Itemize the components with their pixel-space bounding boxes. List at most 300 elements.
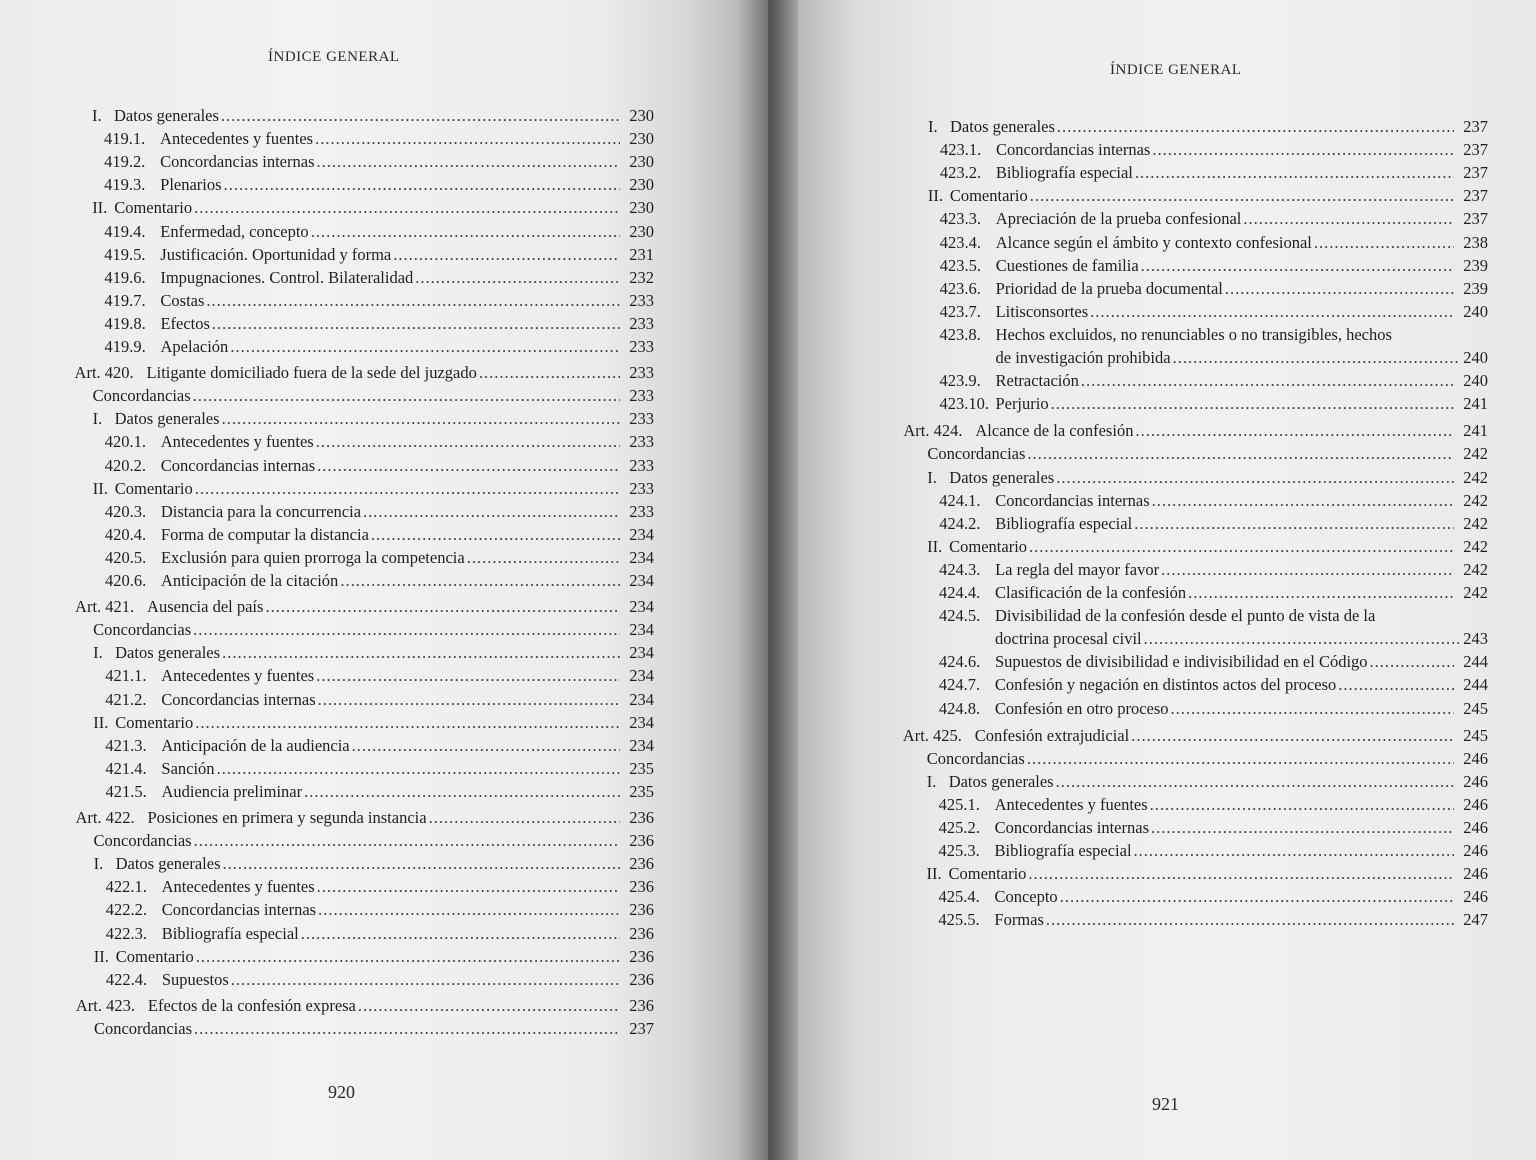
toc-entry-title: Concordancias internas — [994, 818, 1149, 837]
toc-entry — [939, 795, 1488, 815]
dot-leader — [224, 175, 620, 195]
right-page — [768, 0, 1536, 1160]
toc-entry-number: Art. 423. — [75, 995, 136, 1015]
toc-entry-page: 237 — [629, 1018, 654, 1038]
dot-leader — [1188, 583, 1454, 603]
toc-entry-number: 422.1. — [105, 877, 147, 897]
dot-leader — [222, 643, 620, 663]
toc-entry — [903, 726, 1488, 746]
dot-leader — [1056, 772, 1454, 792]
right-page-number: 921 — [1152, 1094, 1179, 1114]
toc-entry-number: Art. 420. — [74, 363, 134, 383]
toc-entry-title: Confesión en otro proceso — [994, 698, 1169, 718]
dot-leader — [415, 268, 620, 288]
toc-entry — [928, 186, 1488, 206]
toc-entry-page: 239 — [1463, 255, 1488, 275]
toc-entry-title: Concordancias internas — [995, 140, 1151, 160]
toc-entry-number: I. — [926, 771, 937, 791]
dot-leader — [1057, 117, 1454, 137]
toc-entry-number: 419.1. — [104, 129, 146, 149]
dot-leader — [311, 222, 620, 242]
toc-entry-title: Antecedentes y fuentes — [161, 877, 315, 897]
toc-entry-number: 422.2. — [105, 900, 147, 920]
toc-entry-number: 424.5. — [939, 606, 981, 626]
toc-entry — [93, 386, 654, 406]
toc-entry-title: Concordancias — [93, 1018, 192, 1038]
toc-entry-page: 242 — [1463, 513, 1488, 533]
toc-entry — [104, 129, 654, 149]
toc-entry — [104, 222, 654, 242]
dot-leader — [479, 363, 620, 383]
toc-entry-title: Confesión y negación en distintos actos del proceso — [994, 675, 1337, 695]
toc-entry-title: Datos generales — [114, 106, 219, 125]
toc-entry — [940, 371, 1489, 391]
toc-entry-title: Alcance según el ámbito y contexto confesional — [995, 232, 1312, 252]
dot-leader — [316, 432, 620, 452]
toc-entry — [939, 491, 1488, 511]
toc-entry-title-continued: de investigación prohibida — [995, 348, 1171, 367]
toc-entry-page: 242 — [1463, 536, 1488, 556]
toc-entry-page: 234 — [629, 597, 654, 617]
toc-entry — [105, 548, 654, 568]
toc-entry-number: 422.3. — [105, 923, 147, 943]
toc-entry-page: 244 — [1463, 652, 1488, 672]
toc-entry-page: 238 — [1463, 232, 1488, 252]
toc-entry-number: I. — [928, 117, 938, 136]
toc-entry-page: 242 — [1463, 559, 1488, 579]
toc-entry-title: Datos generales — [949, 467, 1055, 487]
toc-entry-number: 425.3. — [938, 841, 980, 861]
toc-entry-page: 236 — [629, 946, 654, 966]
toc-entry — [93, 713, 654, 733]
toc-entry-page: 230 — [629, 129, 654, 149]
toc-entry — [93, 643, 654, 663]
toc-entry — [939, 675, 1488, 695]
dot-leader — [1029, 537, 1454, 557]
toc-entry — [939, 583, 1488, 603]
toc-entry-number: 423.5. — [939, 255, 981, 275]
dot-leader — [194, 831, 620, 851]
toc-entry-number: 423.7. — [939, 301, 981, 321]
dot-leader — [1135, 421, 1454, 441]
toc-entry — [938, 887, 1488, 907]
toc-entry-page: 233 — [629, 432, 654, 452]
toc-entry — [940, 140, 1488, 160]
toc-entry — [105, 525, 654, 545]
toc-entry-number: II. — [93, 712, 109, 732]
toc-entry — [92, 106, 654, 126]
toc-entry-page: 243 — [1463, 629, 1488, 649]
dot-leader — [1081, 371, 1454, 391]
toc-entry-page: 246 — [1463, 794, 1488, 814]
toc-entry-page: 245 — [1463, 725, 1488, 745]
toc-entry — [105, 502, 654, 522]
toc-entry-title: Divisibilidad de la confesión desde el punto de vista de la — [995, 606, 1376, 626]
toc-entry-title: Distancia para la concurrencia — [160, 501, 362, 521]
toc-entry-page: 234 — [629, 620, 654, 640]
toc-entry-page: 233 — [629, 501, 654, 521]
dot-leader — [1134, 514, 1454, 534]
toc-entry-page: 234 — [629, 571, 654, 590]
toc-entry — [105, 456, 654, 476]
toc-entry-number: II. — [92, 478, 108, 498]
toc-entry-page: 237 — [1463, 140, 1488, 160]
toc-entry-title: Comentario — [949, 536, 1028, 556]
toc-entry — [939, 606, 1488, 626]
toc-entry-number: 423.2. — [939, 163, 982, 183]
toc-entry — [940, 256, 1488, 276]
dot-leader — [195, 713, 620, 733]
toc-entry-number: 423.6. — [939, 278, 981, 298]
toc-entry-page: 236 — [629, 995, 654, 1015]
dot-leader — [1243, 209, 1454, 229]
toc-entry-page: 242 — [1463, 467, 1488, 487]
toc-entry-title: Bibliografía especial — [994, 841, 1132, 861]
toc-entry-page: 237 — [1463, 186, 1488, 206]
dot-leader — [1173, 348, 1460, 368]
dot-leader — [194, 198, 620, 218]
toc-entry-page: 246 — [1463, 841, 1488, 861]
toc-entry-page: 234 — [629, 547, 654, 567]
toc-entry — [940, 302, 1488, 322]
toc-entry — [93, 409, 654, 429]
toc-entry-title: Antecedentes y fuentes — [160, 129, 314, 149]
dot-leader — [317, 456, 620, 476]
toc-entry-title: Plenarios — [160, 175, 222, 195]
toc-entry-number: 420.4. — [104, 524, 147, 544]
toc-entry-title: Costas — [160, 290, 205, 310]
toc-entry-page: 233 — [629, 337, 654, 356]
toc-entry-page: 234 — [629, 735, 654, 755]
toc-entry-title: La regla del mayor favor — [995, 559, 1160, 579]
dot-leader — [1150, 795, 1454, 815]
toc-entry — [903, 421, 1488, 441]
toc-entry-title: Concordancias internas — [160, 152, 315, 172]
toc-entry-title: Prioridad de la prueba documental — [995, 278, 1223, 298]
toc-entry — [928, 117, 1488, 137]
toc-entry-number: 420.2. — [104, 455, 146, 475]
toc-entry-title: Formas — [994, 910, 1044, 930]
toc-entry-page: 246 — [1463, 887, 1488, 907]
toc-entry-title: Concordancias internas — [160, 455, 316, 475]
toc-entry-number: 421.5. — [105, 781, 147, 801]
toc-entry-title: Retractación — [995, 371, 1079, 391]
dot-leader — [393, 245, 620, 265]
toc-entry — [105, 432, 654, 452]
toc-entry — [939, 841, 1488, 861]
dot-leader — [1030, 186, 1454, 206]
toc-entry-title: Datos generales — [115, 854, 221, 874]
toc-entry-number: 423.4. — [939, 232, 981, 252]
toc-entry-title: Comentario — [948, 864, 1027, 884]
toc-entry-number: I. — [927, 467, 937, 487]
toc-entry-page: 230 — [629, 152, 654, 172]
toc-entry-page: 246 — [1463, 864, 1488, 884]
dot-leader — [206, 291, 620, 311]
dot-leader — [1134, 841, 1454, 861]
dot-leader — [363, 502, 620, 522]
toc-entry-title: Comentario — [114, 478, 193, 498]
toc-entry — [105, 759, 654, 779]
toc-entry — [939, 818, 1488, 838]
toc-entry-title: Antecedentes y fuentes — [994, 794, 1148, 814]
toc-entry-title: Antecedentes y fuentes — [160, 432, 314, 452]
toc-entry-page: 236 — [629, 808, 654, 827]
toc-entry-number: II. — [92, 198, 108, 218]
toc-entry-page: 246 — [1463, 818, 1488, 837]
toc-entry-number: 425.5. — [938, 910, 980, 930]
toc-entry — [93, 620, 654, 640]
toc-entry-title: Anticipación de la citación — [161, 571, 339, 590]
toc-entry — [104, 175, 654, 195]
toc-entry-number: 421.3. — [105, 735, 147, 755]
toc-entry-page: 233 — [629, 455, 654, 475]
toc-entry-number: 422.4. — [105, 969, 148, 989]
toc-entry-page: 241 — [1463, 421, 1488, 441]
toc-entry-title: Concordancias — [92, 386, 191, 406]
dot-leader — [217, 759, 620, 779]
dot-leader — [196, 947, 620, 967]
toc-entry — [940, 163, 1488, 183]
dot-leader — [1060, 887, 1454, 907]
dot-leader — [304, 782, 620, 802]
toc-entry — [927, 444, 1488, 464]
toc-entry-title: Datos generales — [948, 771, 1054, 791]
toc-entry — [927, 864, 1489, 884]
toc-entry — [75, 363, 654, 383]
toc-entry-page: 235 — [629, 781, 654, 801]
toc-entry-number: 423.9. — [939, 371, 981, 391]
toc-entry-page: 245 — [1463, 698, 1488, 718]
toc-entry-number: 425.2. — [938, 818, 980, 837]
dot-leader — [194, 1019, 620, 1039]
dot-leader — [317, 152, 620, 172]
dot-leader — [1135, 163, 1454, 183]
toc-entry — [105, 782, 654, 802]
dot-leader — [371, 525, 620, 545]
toc-entry-number: 419.6. — [104, 267, 146, 287]
toc-entry-title: Comentario — [949, 186, 1028, 206]
toc-entry — [94, 1019, 654, 1039]
toc-entry — [940, 209, 1488, 229]
dot-leader — [301, 924, 620, 944]
toc-entry-title: Justificación. Oportunidad y forma — [160, 244, 392, 264]
toc-entry-title: Ausencia del país — [147, 597, 264, 617]
dot-leader — [1152, 491, 1454, 511]
toc-entry-title: Alcance de la confesión — [975, 421, 1134, 441]
dot-leader — [222, 409, 620, 429]
toc-entry-page: 236 — [629, 877, 654, 897]
toc-entry-title: Comentario — [114, 198, 193, 218]
toc-entry-number: 424.8. — [938, 698, 981, 718]
toc-entry-title: Posiciones en primera y segunda instancia — [147, 808, 427, 827]
toc-entry-number: 423.8. — [939, 324, 981, 344]
toc-entry — [939, 652, 1488, 672]
toc-entry-page: 240 — [1463, 371, 1488, 391]
toc-entry-page: 233 — [629, 363, 654, 383]
toc-entry-page: 240 — [1463, 301, 1488, 321]
toc-entry-number: 419.9. — [104, 337, 146, 356]
toc-entry-title: Hechos excluidos, no renunciables o no transigibles, hechos — [995, 324, 1392, 344]
toc-entry — [940, 325, 1488, 345]
toc-entry-page: 234 — [629, 712, 654, 732]
toc-entry-number: 424.1. — [939, 490, 981, 510]
dot-leader — [1027, 444, 1454, 464]
toc-entry — [105, 337, 655, 357]
toc-entry-title: Concordancias internas — [161, 689, 316, 709]
toc-entry-continuation — [995, 629, 1488, 649]
toc-entry — [104, 268, 654, 288]
toc-entry-title-continued: doctrina procesal civil — [995, 629, 1142, 649]
toc-entry-title: Apelación — [160, 337, 229, 356]
toc-entry-page: 231 — [629, 244, 654, 264]
toc-entry-title: Sanción — [161, 758, 215, 778]
toc-entry-title: Anticipación de la audiencia — [161, 735, 350, 755]
toc-entry-page: 247 — [1463, 910, 1488, 930]
toc-entry — [105, 571, 654, 591]
dot-leader — [429, 808, 620, 828]
toc-entry — [92, 198, 654, 218]
toc-entry-title: Comentario — [115, 712, 194, 732]
dot-leader — [231, 970, 620, 990]
toc-entry — [76, 808, 655, 828]
toc-entry-number: 425.4. — [938, 887, 980, 907]
toc-entry-title: Comentario — [115, 946, 194, 966]
toc-entry — [927, 468, 1488, 488]
dot-leader — [1338, 675, 1454, 695]
dot-leader — [1131, 726, 1454, 746]
toc-entry — [106, 970, 654, 990]
dot-leader — [318, 690, 620, 710]
toc-entry-continuation — [996, 348, 1488, 368]
toc-entry-page: 233 — [629, 478, 654, 498]
toc-entry-page: 236 — [629, 854, 654, 874]
dot-leader — [317, 877, 620, 897]
toc-entry-title: Audiencia preliminar — [161, 781, 303, 801]
dot-leader — [1225, 279, 1454, 299]
dot-leader — [315, 129, 620, 149]
left-page-number: 920 — [328, 1082, 355, 1102]
toc-entry — [106, 877, 654, 897]
toc-entry-title: Efectos — [160, 313, 210, 333]
toc-entry-page: 236 — [629, 969, 654, 989]
toc-entry-title: Perjurio — [995, 394, 1049, 414]
toc-entry-number: 420.6. — [105, 571, 147, 590]
toc-entry-number: 424.3. — [939, 559, 981, 579]
toc-entry-number: 425.1. — [938, 794, 980, 814]
toc-entry-page: 234 — [629, 643, 654, 663]
toc-entry-page: 234 — [629, 689, 654, 709]
dot-leader — [212, 314, 620, 334]
toc-entry-number: 420.5. — [104, 547, 147, 567]
toc-entry-page: 241 — [1463, 394, 1488, 414]
dot-leader — [1051, 394, 1454, 414]
toc-entry-number: I. — [92, 409, 103, 429]
toc-entry — [75, 597, 654, 617]
toc-entry-title: Concordancias internas — [995, 490, 1150, 510]
toc-entry — [927, 749, 1488, 769]
toc-entry-title: Bibliografía especial — [995, 513, 1133, 533]
toc-entry-page: 242 — [1463, 490, 1488, 510]
dot-leader — [1056, 468, 1454, 488]
dot-leader — [1090, 302, 1454, 322]
toc-entry-page: 240 — [1463, 348, 1488, 367]
toc-entry-page: 234 — [629, 666, 654, 686]
toc-entry-title: Apreciación de la prueba confesional — [995, 209, 1242, 229]
dot-leader — [221, 106, 620, 126]
toc-entry-title: Cuestiones de familia — [995, 255, 1139, 275]
toc-entry-number: 423.10. — [939, 394, 989, 414]
toc-entry-page: 246 — [1463, 748, 1488, 768]
toc-entry-number: 421.4. — [105, 758, 147, 778]
toc-entry — [939, 394, 1488, 414]
toc-entry-title: Litigante domiciliado fuera de la sede del juzgado — [146, 363, 477, 383]
toc-entry-page: 230 — [629, 175, 654, 195]
toc-entry-page: 230 — [629, 221, 654, 241]
toc-entry-number: 424.4. — [939, 583, 981, 602]
dot-leader — [1046, 910, 1454, 930]
toc-entry-page: 236 — [629, 831, 654, 851]
dot-leader — [340, 571, 620, 591]
dot-leader — [1161, 560, 1454, 580]
toc-entry-page: 232 — [629, 267, 654, 287]
toc-entry-title: Impugnaciones. Control. Bilateralidad — [160, 267, 414, 287]
toc-entry — [93, 479, 654, 499]
toc-entry-title: Bibliografía especial — [161, 923, 299, 943]
toc-entry-number: 419.2. — [104, 152, 146, 172]
dot-leader — [1144, 629, 1460, 649]
toc-entry-title: Concordancias — [93, 831, 192, 851]
dot-leader — [193, 386, 620, 406]
dot-leader — [195, 479, 620, 499]
toc-entry-page: 233 — [629, 290, 654, 310]
toc-entry-page: 239 — [1463, 278, 1488, 298]
toc-entry-title: Concordancias — [927, 444, 1026, 464]
toc-entry-number: 424.2. — [939, 513, 981, 533]
toc-entry-number: I. — [92, 106, 102, 125]
dot-leader — [467, 548, 620, 568]
toc-entry-page: 233 — [629, 386, 654, 406]
toc-entry-number: II. — [93, 946, 109, 966]
dot-leader — [193, 620, 620, 640]
toc-entry-title: Concordancias — [93, 620, 192, 640]
toc-entry — [940, 233, 1488, 253]
toc-entry-number: 423.3. — [939, 209, 982, 229]
toc-entry — [104, 314, 654, 334]
toc-entry-page: 236 — [629, 923, 654, 943]
toc-entry-number: 421.1. — [105, 666, 147, 686]
toc-entry — [938, 910, 1488, 930]
toc-entry — [927, 772, 1488, 792]
right-page-header: ÍNDICE GENERAL — [1110, 62, 1242, 78]
toc-entry — [939, 560, 1488, 580]
toc-entry-title: Exclusión para quien prorroga la competencia — [160, 547, 465, 567]
toc-entry — [104, 245, 654, 265]
dot-leader — [316, 666, 620, 686]
toc-entry — [94, 831, 654, 851]
toc-entry-title: Concordancias — [926, 748, 1025, 768]
toc-entry-number: II. — [927, 186, 943, 206]
toc-entry — [105, 736, 654, 756]
dot-leader — [1152, 140, 1454, 160]
dot-leader — [230, 337, 620, 357]
toc-entry — [940, 279, 1488, 299]
toc-entry-number: Art. 421. — [75, 597, 135, 617]
toc-entry — [939, 699, 1488, 719]
toc-entry-title: Concordancias internas — [161, 900, 317, 920]
toc-entry — [105, 666, 654, 686]
toc-entry-number: Art. 425. — [902, 725, 962, 745]
